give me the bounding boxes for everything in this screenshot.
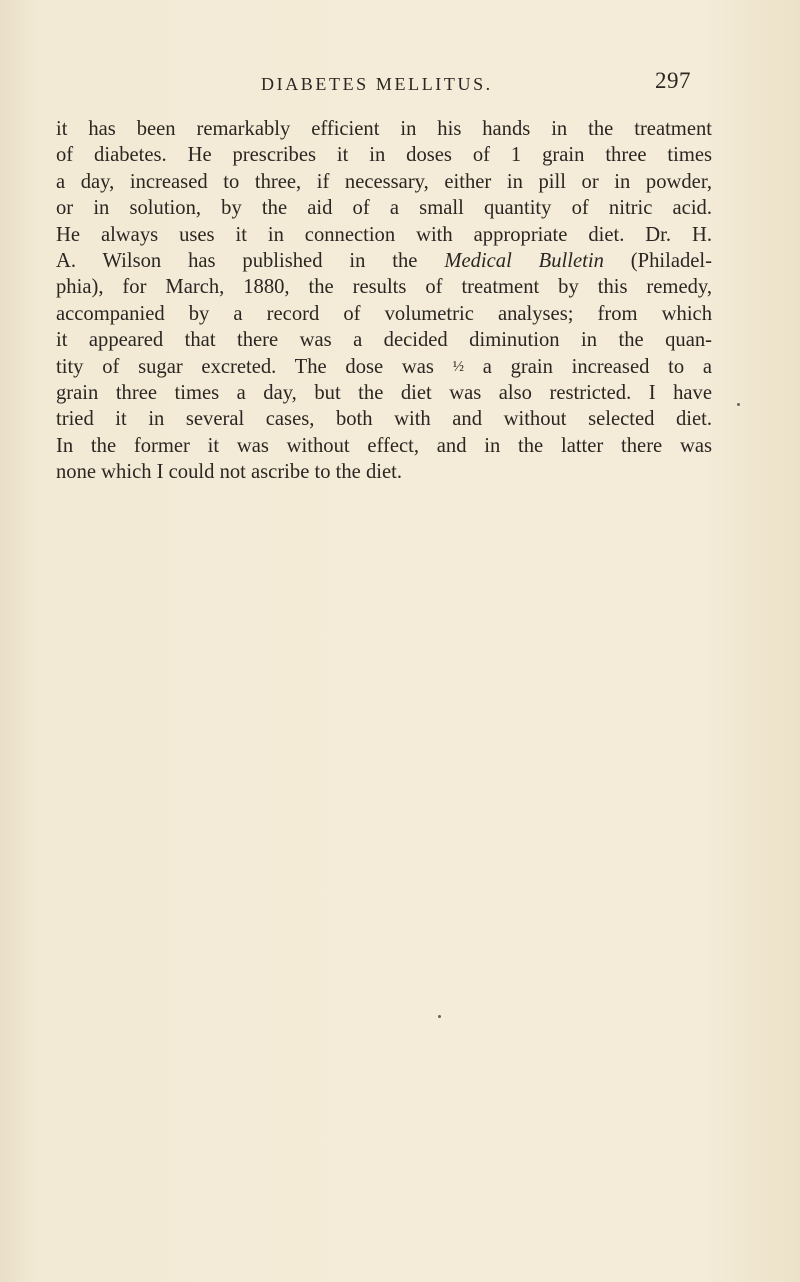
page-number: 297 [655,68,691,93]
text-segment: a grain increased to a [482,355,713,378]
text-segment: (Philadel- [630,249,712,272]
text-line: He always uses it in connection with appropriate diet. Dr. H. [56,223,712,246]
text-line: accompanied by a record of volumetric analyses; from which [56,302,712,325]
paper-speck [438,1015,441,1018]
text-segment: tity of sugar excreted. The dose was [56,355,434,378]
text-line: a day, increased to three, if necessary, either in pill or in powder, [56,170,712,193]
text-line: tried it in several cases, both with and without selected diet. [56,408,712,431]
text-line: it appeared that there was a decided diminution in the quan- [56,329,712,352]
paper-speck [737,403,740,406]
running-header [0,68,800,102]
body-paragraph [56,116,712,485]
italic-title: Medical Bulletin [444,249,604,272]
text-line: or in solution, by the aid of a small quantity of nitric acid. [56,197,712,220]
text-line: In the former it was without effect, and in the latter there was [56,434,712,457]
text-line: of diabetes. He prescribes it in doses of 1 grain three times [56,144,712,167]
text-line: phia), for March, 1880, the results of treatment by this remedy, [56,276,712,299]
text-segment: A. Wilson has published in the [56,249,418,272]
text-line: grain three times a day, but the diet was also restricted. I have [56,381,712,404]
text-line-with-italic [56,248,712,274]
fraction: ½ [452,358,464,375]
text-line: none which I could not ascribe to the diet. [56,461,402,484]
text-line-with-fraction [56,354,712,380]
running-title: DIABETES MELLITUS. [261,74,493,94]
text-line: it has been remarkably efficient in his hands in the treatment [56,118,712,140]
